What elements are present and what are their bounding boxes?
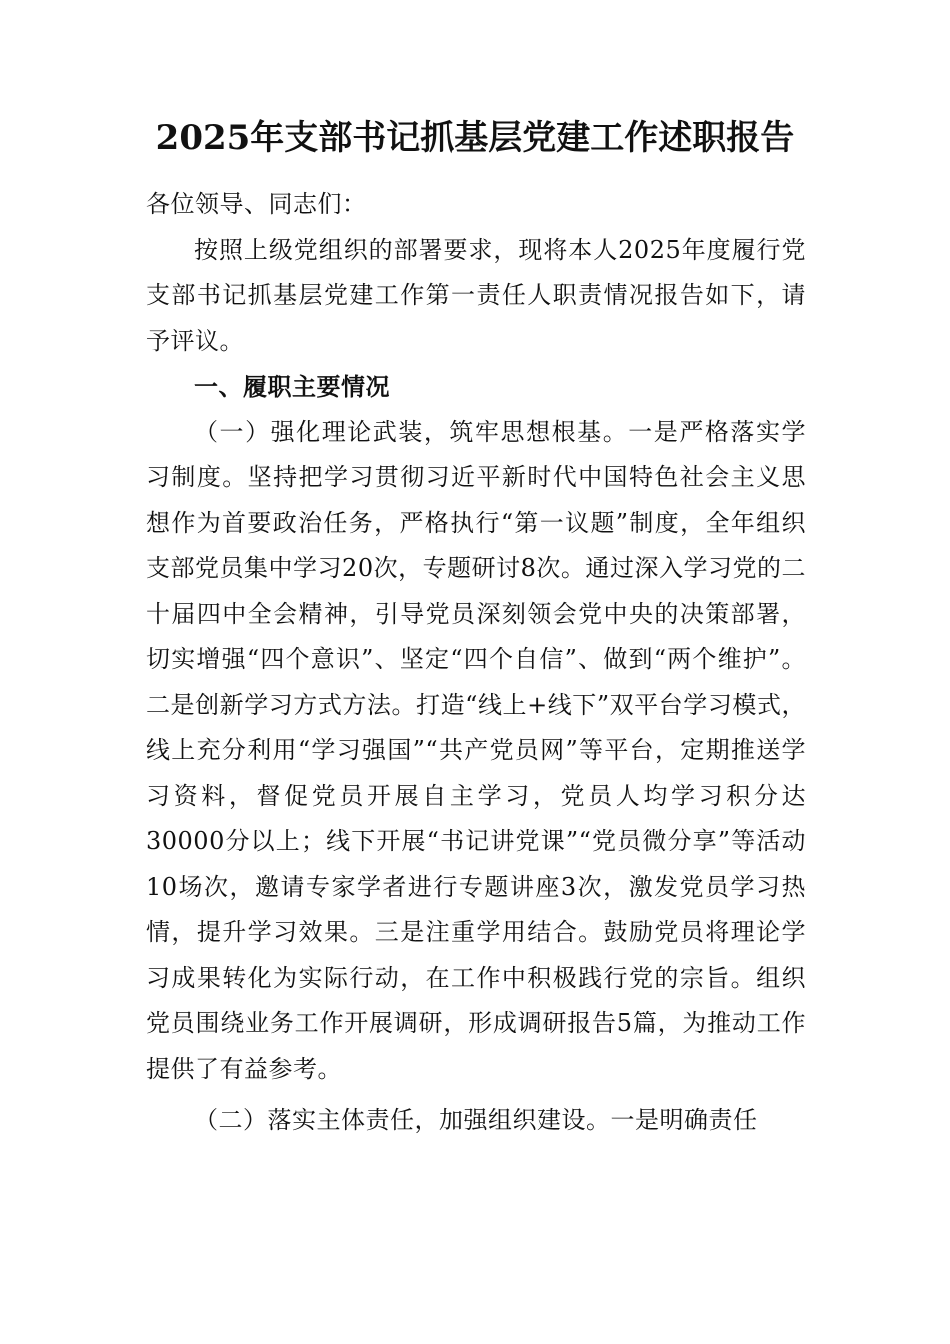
- document-body: [146, 182, 806, 1144]
- paragraph-theory-study: （一）强化理论武装，筑牢思想根基。一是严格落实学习制度。坚持把学习贯彻习近平新时代中国特色社会主义思想作为首要政治任务，严格执行“第一议题”制度，全年组织支部党员集中学习20次，专题研讨8次。通过深入学习党的二十届四中全会精神，引导党员深刻领会党中央的决策部署，切实增强“四个意识”、坚定“四个自信”、做到“两个维护”。二是创新学习方式方法。打造“线上+线下”双平台学习模式，线上充分利用“学习强国”“共产党员网”等平台，定期推送学习资料，督促党员开展自主学习，党员人均学习积分达30000分以上；线下开展“书记讲党课”“党员微分享”等活动10场次，邀请专家学者进行专题讲座3次，激发党员学习热情，提升学习效果。三是注重学用结合。鼓励党员将理论学习成果转化为实际行动，在工作中积极践行党的宗旨。组织党员围绕业务工作开展调研，形成调研报告5篇，为推动工作提供了有益参考。: [146, 417, 806, 1083]
- section-heading: 一、履职主要情况: [194, 372, 390, 401]
- intro-paragraph: 按照上级党组织的部署要求，现将本人2025年度履行党支部书记抓基层党建工作第一责任人职责情况报告如下，请予评议。: [146, 235, 806, 355]
- document-title: 2025年支部书记抓基层党建工作述职报告: [155, 118, 795, 158]
- paragraph-organization: （二）落实主体责任，加强组织建设。一是明确责任: [194, 1106, 758, 1134]
- salutation: 各位领导、同志们：: [146, 190, 367, 218]
